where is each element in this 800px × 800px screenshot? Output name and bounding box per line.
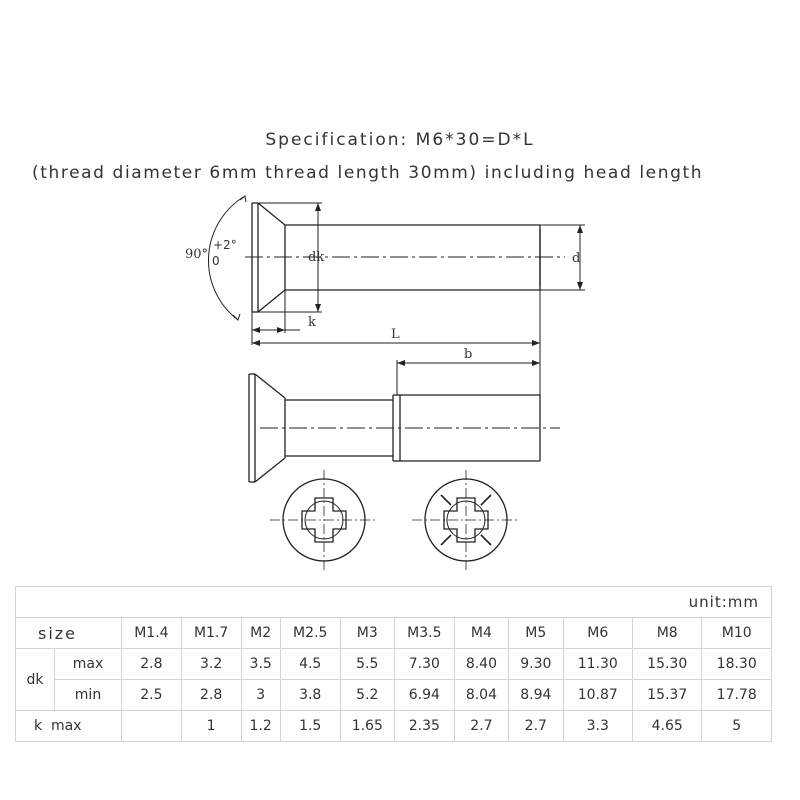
table-k-max-row	[16, 711, 772, 742]
dk-min-cell: 2.8	[181, 680, 241, 711]
k-max-cell	[122, 711, 182, 742]
dk-label: dk	[308, 250, 325, 265]
spec-title: Specification: M6*30=D*L	[265, 130, 535, 150]
k-max-cell: 1.2	[241, 711, 280, 742]
dk-min-cell: 8.04	[454, 680, 508, 711]
angle-tol-plus: +2°	[213, 238, 237, 252]
size-cell: M2.5	[280, 618, 340, 649]
dk-min-cell: 15.37	[632, 680, 701, 711]
size-cell: M1.4	[122, 618, 182, 649]
k-max-header	[16, 711, 122, 742]
dk-min-cell: 3.8	[280, 680, 340, 711]
dk-max-cell: 15.30	[632, 649, 701, 680]
size-cell: M10	[702, 618, 772, 649]
phillips-head-icon	[270, 470, 378, 570]
k-max-cell: 1.65	[340, 711, 394, 742]
b-label: b	[464, 347, 473, 362]
dk-min-cell: 6.94	[394, 680, 454, 711]
k-max-cell: 2.7	[509, 711, 563, 742]
k-max-cell: 2.7	[454, 711, 508, 742]
size-cell: M3.5	[394, 618, 454, 649]
size-cell: M3	[340, 618, 394, 649]
size-header: size	[16, 618, 122, 649]
k-dimension	[252, 290, 300, 345]
dk-max-cell: 11.30	[563, 649, 632, 680]
unit-label: unit:mm	[16, 587, 772, 618]
dk-max-cell: 3.2	[181, 649, 241, 680]
k-max-cell: 3.3	[563, 711, 632, 742]
dk-min-cell: 17.78	[702, 680, 772, 711]
dk-min-header: min	[55, 680, 122, 711]
size-cell: M5	[509, 618, 563, 649]
size-cell: M6	[563, 618, 632, 649]
dk-max-cell: 5.5	[340, 649, 394, 680]
k-header: k	[34, 718, 43, 734]
dk-min-cell: 2.5	[122, 680, 182, 711]
top-screw-head	[252, 203, 285, 312]
table-dk-min-row	[16, 680, 772, 711]
size-cell: M2	[241, 618, 280, 649]
dk-max-cell: 8.40	[454, 649, 508, 680]
dk-min-cell: 8.94	[509, 680, 563, 711]
angle-tol-minus: 0	[212, 254, 220, 268]
dk-min-cell: 3	[241, 680, 280, 711]
dk-min-cell: 5.2	[340, 680, 394, 711]
table-unit-row	[16, 587, 772, 618]
k-label: k	[308, 315, 316, 330]
dk-max-cell: 2.8	[122, 649, 182, 680]
spec-subtitle: (thread diameter 6mm thread length 30mm) including head length	[32, 163, 704, 183]
k-max-cell: 4.65	[632, 711, 701, 742]
table-size-row	[16, 618, 772, 649]
size-cell: M8	[632, 618, 701, 649]
pozidriv-head-icon	[412, 470, 520, 570]
k-max-label: max	[51, 718, 82, 734]
L-label: L	[391, 327, 400, 342]
dk-max-cell: 4.5	[280, 649, 340, 680]
dk-min-cell: 10.87	[563, 680, 632, 711]
k-max-cell: 2.35	[394, 711, 454, 742]
k-max-cell: 5	[702, 711, 772, 742]
angle-label: 90°	[185, 247, 209, 262]
k-max-cell: 1.5	[280, 711, 340, 742]
size-cell: M1.7	[181, 618, 241, 649]
dk-header: dk	[16, 649, 55, 711]
k-max-cell: 1	[181, 711, 241, 742]
d-label: d	[572, 251, 581, 266]
size-table	[15, 586, 772, 742]
dk-max-cell: 3.5	[241, 649, 280, 680]
dk-max-header: max	[55, 649, 122, 680]
table-dk-max-row	[16, 649, 772, 680]
dk-max-cell: 18.30	[702, 649, 772, 680]
dk-max-cell: 7.30	[394, 649, 454, 680]
size-cell: M4	[454, 618, 508, 649]
dk-max-cell: 9.30	[509, 649, 563, 680]
